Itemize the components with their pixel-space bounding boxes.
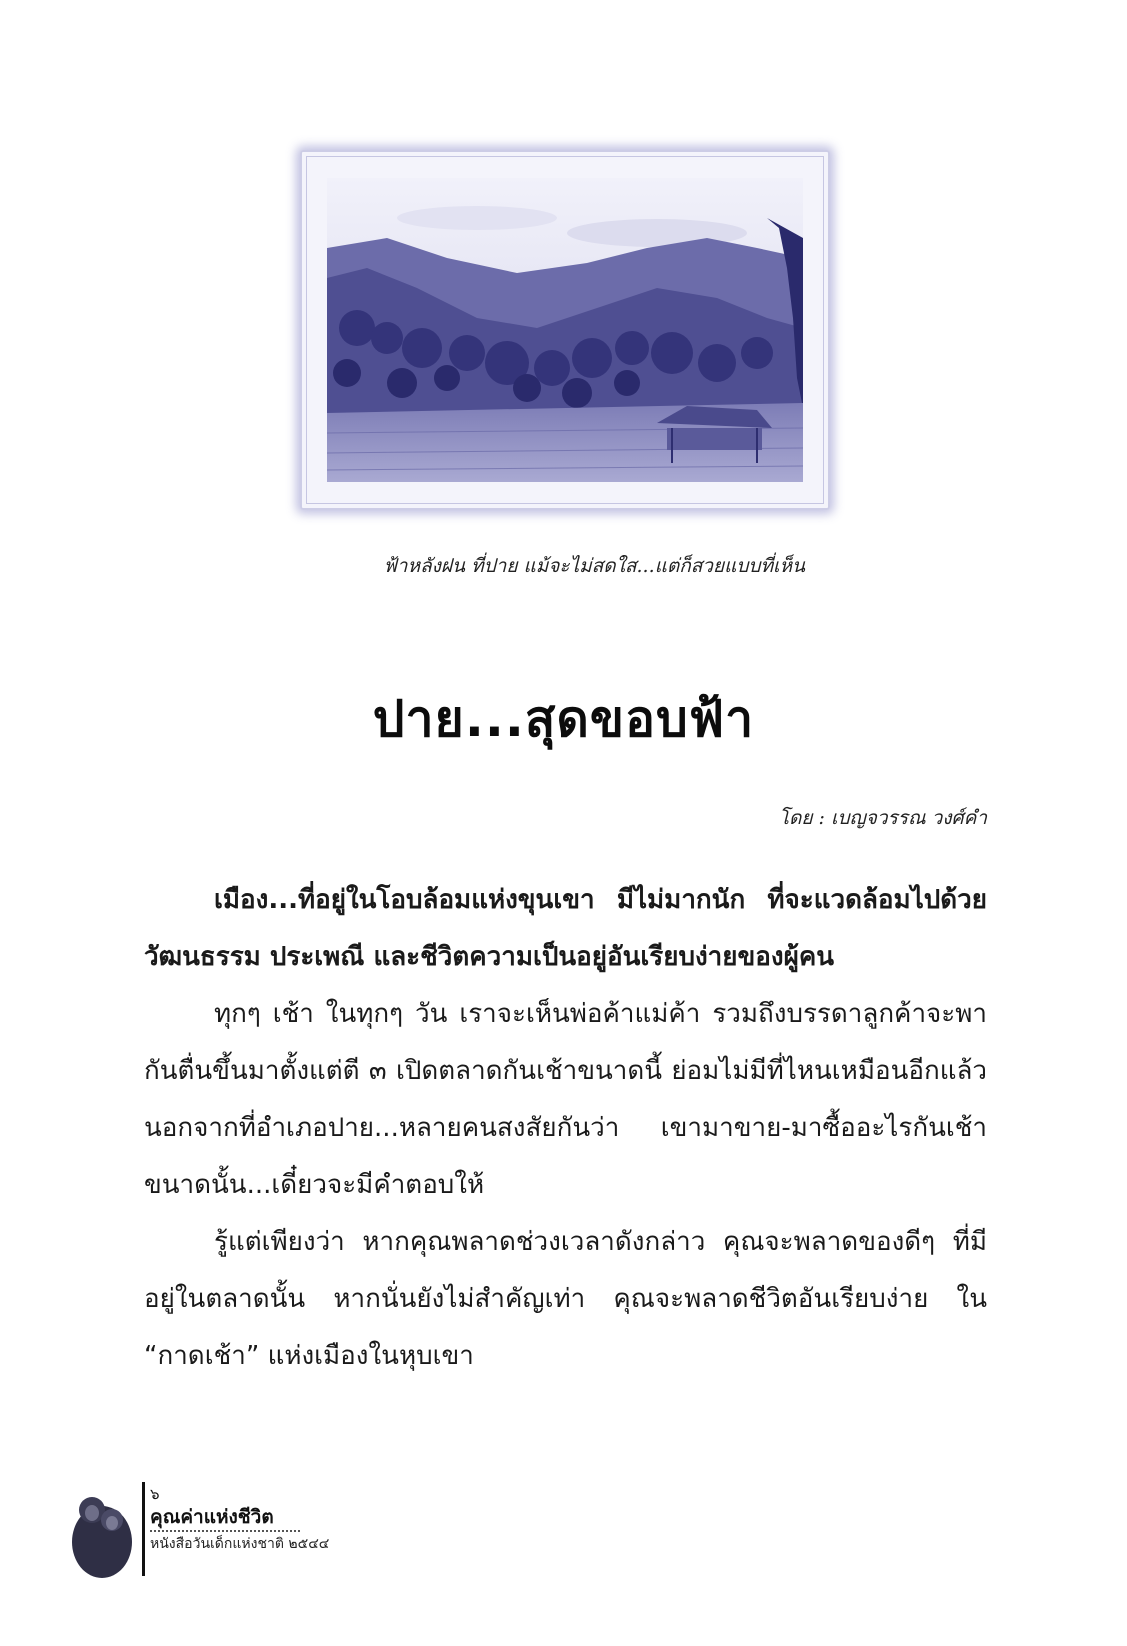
footer-dotted-rule xyxy=(150,1530,300,1532)
page-footer xyxy=(150,1484,329,1554)
body-paragraph: รู้แต่เพียงว่า หากคุณพลาดช่วงเวลาดังกล่าว คุณจะพลาดของดีๆ ที่มีอยู่ในตลาดนั้น หากนั่นยังไม่สำคัญเท่า คุณจะพลาดชีวิตอันเรียบง่าย ใน “กาดเช้า” แห่งเมืองในหุบเขา xyxy=(144,1227,987,1371)
article-byline: โดย : เบญจวรรณ วงศ์คำ xyxy=(778,807,987,829)
book-title: หนังสือวันเด็กแห่งชาติ ๒๕๔๔ xyxy=(150,1536,330,1552)
article-body xyxy=(144,872,987,1385)
page-number: ๖ xyxy=(150,1485,160,1503)
landscape-photo xyxy=(327,178,803,482)
body-paragraph: ทุกๆ เช้า ในทุกๆ วัน เราจะเห็นพ่อค้าแม่ค้า รวมถึงบรรดาลูกค้าจะพากันตื่นขึ้นมาตั้งแต่ตี ๓ เปิดตลาดกันเช้าขนาดนี้ ย่อมไม่มีที่ไหนเหมือนอีกแล้วนอกจากที่อำเภอปาย...หลายคนสงสัยกันว่า เขามาขาย-มาซื้ออะไรกันเช้าขนาดนั้น...เดี๋ยวจะมีคำตอบให้ xyxy=(144,999,987,1200)
photo-frame xyxy=(300,150,830,510)
footer-divider xyxy=(142,1482,145,1576)
lead-paragraph: เมือง...ที่อยู่ในโอบล้อมแห่งขุนเขา มีไม่มากนัก ที่จะแวดล้อมไปด้วยวัฒนธรรม ประเพณี และชีวิตความเป็นอยู่อันเรียบง่ายของผู้คน xyxy=(144,885,987,972)
children-portrait-image xyxy=(70,1480,134,1580)
series-title: คุณค่าแห่งชีวิต xyxy=(150,1506,274,1528)
photo-caption: ฟ้าหลังฝน ที่ปาย แม้จะไม่สดใส...แต่ก็สวยแบบที่เห็น xyxy=(383,555,805,577)
article-title: ปาย...สุดขอบฟ้า xyxy=(372,690,755,748)
